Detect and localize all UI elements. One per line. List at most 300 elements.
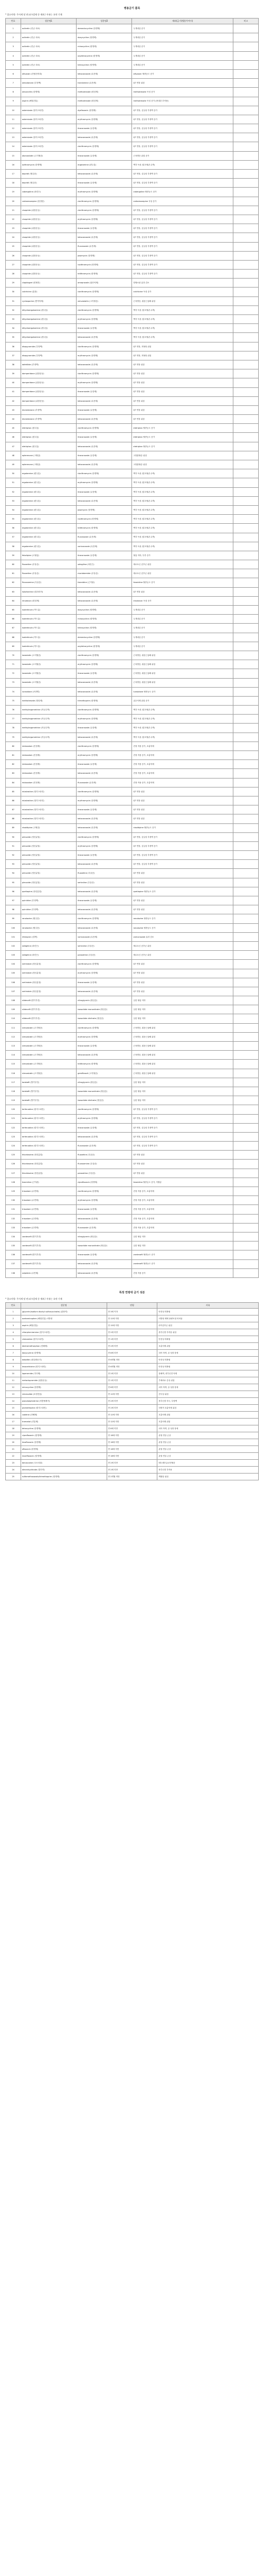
table-cell: lovastatin (고지혈증) (21, 669, 76, 678)
table-cell: QT 연장 위험 (132, 1151, 233, 1160)
table-cell (233, 969, 259, 978)
table-cell: lovastatin (고지혈증) (21, 678, 76, 687)
table-cell: 중추신경 자극, 부정맥 (157, 1397, 259, 1404)
table-cell: dihydroergotamine (편두통) (21, 315, 76, 324)
table-cell: QT 연장 위험 (132, 796, 233, 805)
table-cell: QT 연장, 심실성 부정맥 증가 (132, 124, 233, 133)
table-cell: voriconazole (무좀제) (77, 542, 132, 551)
table-cell: 81 (6, 751, 21, 760)
table-cell: fluoxetine (우울증) (21, 569, 76, 578)
table-row (6, 796, 259, 805)
table-row (6, 1142, 259, 1151)
table-row (6, 469, 259, 478)
table-cell: 맥각 독성 (말초혈관 수축) (132, 724, 233, 733)
table-cell: erythromycin (항생제) (77, 188, 132, 197)
table-cell (233, 1042, 259, 1051)
table-cell: levocetirizine (항히스타민) (21, 1363, 107, 1370)
table-cell (233, 760, 259, 769)
table-cell (233, 987, 259, 996)
table-row (6, 1087, 259, 1096)
table-row (6, 1397, 259, 1404)
table-row (6, 696, 259, 705)
table-cell: 4 (6, 51, 21, 60)
table-cell: 15 (6, 1404, 21, 1411)
table-cell: ranolazine 혈중농도 증가 (132, 914, 233, 923)
table-cell: 51 (6, 478, 21, 487)
table-cell (233, 1268, 259, 1277)
table-cell: irinotecan (항암제) (21, 596, 76, 605)
table-cell: 3 (6, 1322, 21, 1329)
table-cell: cabergoline 혈중농도 증가 (132, 188, 233, 197)
table-cell: 추체외로 증상 위험 (157, 1377, 259, 1384)
table-cell: 77 (6, 715, 21, 724)
table-cell: terfenadine (항히스타민) (21, 1105, 76, 1114)
table-cell: 진정 작용 증가, 호흡억제 (132, 1205, 233, 1214)
table-cell: 58 (6, 542, 21, 551)
table-cell: pimozide (정신분열) (21, 841, 76, 850)
table-cell: ergotamine (편두통) (21, 533, 76, 542)
table-cell: 53 (6, 496, 21, 505)
table-cell: 118 (6, 1087, 21, 1096)
table-row (6, 478, 259, 487)
table-cell (233, 951, 259, 960)
table-cell (233, 769, 259, 778)
table-cell: clarithromycin (항생제) (77, 1105, 132, 1114)
table-cell: ketoconazole (무좀제) (77, 814, 132, 823)
table-cell: itraconazole (무좀제) (77, 1042, 132, 1051)
table-cell: 세로토닌 증후군 위험 (132, 951, 233, 960)
table-row (6, 1169, 259, 1178)
table-cell (233, 1051, 259, 1060)
table-cell (233, 560, 259, 569)
table-row (6, 823, 259, 832)
table-cell: ergotamine (편두통) (21, 496, 76, 505)
table-cell: lovastatin (고지혈증) (21, 651, 76, 660)
table-cell (233, 515, 259, 524)
table-cell: ketoconazole (무좀제) (77, 769, 132, 778)
table-cell: clarithromycin (항생제) (77, 1023, 132, 1032)
table-cell: 74 (6, 687, 21, 696)
table-cell: 89 (6, 823, 21, 832)
table-row (6, 787, 259, 796)
table-cell: eletriptan (편두통) (21, 433, 76, 442)
table-row (6, 242, 259, 251)
table-row (6, 724, 259, 733)
table-cell: 48 (6, 451, 21, 460)
table-cell (233, 24, 259, 33)
table-cell (233, 460, 259, 469)
table-cell (233, 206, 259, 215)
table-cell: 63 (6, 587, 21, 596)
table-cell: 32 (6, 305, 21, 314)
table-cell (233, 978, 259, 987)
table-cell: QT 연장, 심실성 부정맥 증가 (132, 1105, 233, 1114)
header-cell: 성분명1 (21, 18, 76, 24)
table-cell: erythromycin (항생제) (77, 215, 132, 224)
table-cell: 5 (6, 60, 21, 69)
table-cell: QT 연장 위험 (132, 360, 233, 369)
table-cell: thioridazine (정신분열) (21, 1169, 76, 1178)
table-cell: domperidone (위장운동) (21, 387, 76, 396)
table-row (6, 1105, 259, 1114)
table-cell: trimethoprim (항생제) (77, 696, 132, 705)
table-cell: 131 (6, 1205, 21, 1214)
table-cell: bepridil (협심증) (21, 170, 76, 179)
table-cell: QT 연장, 심실성 부정맥 증가 (132, 1132, 233, 1141)
table-cell: astemizole (항히스타민) (21, 133, 76, 142)
table-cell: josamycin (항생제) (77, 505, 132, 514)
table-row (6, 487, 259, 496)
table-row (6, 360, 259, 369)
table-cell: ergotamine (편두통) (77, 160, 132, 169)
table-row (6, 442, 259, 451)
table-cell: clarithromycin (항생제) (77, 651, 132, 660)
table-cell: 134 (6, 1232, 21, 1241)
table-row (6, 542, 259, 551)
table-row (6, 233, 259, 242)
table-cell: 만 12세 미만 (107, 1315, 157, 1322)
table-cell: omeprazole (위산억제) (77, 279, 132, 288)
table-cell: triazolam (수면제) (21, 1223, 76, 1232)
table-cell: 세로토닌 증후군 위험 (132, 941, 233, 950)
table-cell: isosorbide mononitrate (협심증) (77, 1241, 132, 1250)
table-cell: sildenafil (발기부전) (21, 996, 76, 1005)
table-row (6, 978, 259, 987)
table-row (6, 133, 259, 142)
section2-title: 특정 연령대 금기 성분 (119, 1291, 145, 1294)
table-cell: QT 연장 위험 (132, 978, 233, 987)
table-cell: 133 (6, 1223, 21, 1232)
table-cell: paroxetine (우울증) (77, 1169, 132, 1178)
table-cell: 심한 혈압 저하 (132, 1078, 233, 1087)
table-cell: QT 연장 위험 (132, 969, 233, 978)
table-cell: dihydroergotamine (편두통) (21, 333, 76, 342)
table-cell: eplerenone (고혈압) (21, 451, 76, 460)
table-cell: 13 (6, 1391, 21, 1397)
table-cell (233, 33, 259, 42)
table-row (6, 1051, 259, 1060)
table-cell: 진정 작용 증가, 호흡억제 (132, 751, 233, 760)
table-cell: nimesulide (소염진통) (21, 1391, 107, 1397)
table-cell: QT 연장, 심실성 부정맥 증가 (132, 1123, 233, 1132)
table-row (6, 460, 259, 469)
table-cell: 101 (6, 932, 21, 941)
table-cell: clarithromycin (항생제) (77, 424, 132, 433)
table-cell: doxycycline (항생제) (77, 606, 132, 615)
table-cell: itraconazole (무좀제) (77, 1205, 132, 1214)
table-cell: QT 연장, 심실성 부정맥 증가 (132, 270, 233, 279)
table-cell: QT 연장, 심실성 부정맥 증가 (132, 115, 233, 124)
table-row (6, 1391, 259, 1397)
table-cell: dronedarone (부정맥) (21, 415, 76, 424)
table-row (6, 1014, 259, 1023)
table-cell: aspirin (해열진통) (21, 97, 76, 106)
table-cell (233, 1087, 259, 1096)
table-cell: alfuzosin 혈중농도 증가 (132, 69, 233, 78)
table-cell: cisapride (위장운동) (21, 260, 76, 269)
table-cell: 27 (6, 260, 21, 269)
table-cell: 50 (6, 469, 21, 478)
table-row (6, 941, 259, 950)
table-row (6, 33, 259, 42)
table-cell: rifampicin (결핵) (21, 932, 76, 941)
table-cell: QT 연장 위험 (132, 1169, 233, 1178)
table-cell (233, 796, 259, 805)
header-cell: 사유 (157, 1302, 259, 1308)
table-cell (233, 1069, 259, 1078)
table-cell (233, 478, 259, 487)
table-cell (233, 1014, 259, 1023)
table-cell: 79 (6, 733, 21, 742)
table-cell (233, 814, 259, 823)
table-cell: 9 (6, 97, 21, 106)
table-cell: 120 (6, 1105, 21, 1114)
table-cell: methylergometrine (자궁수축) (21, 715, 76, 724)
table-cell: 15 (6, 151, 21, 160)
table-cell: ketoconazole (무좀제) (77, 415, 132, 424)
table-cell: acitretin (진균 치료) (21, 33, 76, 42)
table-cell: midazolam (진정제) (21, 778, 76, 787)
table-cell: 관절 연골 손상 (157, 1445, 259, 1452)
table-row (6, 415, 259, 424)
table-cell: QT 연장, 저혈당 위험 (132, 342, 233, 351)
table-cell: itraconazole (무좀제) (77, 387, 132, 396)
table-cell (233, 324, 259, 333)
table-cell (233, 170, 259, 179)
table-row (6, 106, 259, 115)
table-cell: cisapride (위장운동) (21, 242, 76, 251)
table-cell: 만 18세 미만 (107, 1432, 157, 1439)
table-cell (233, 197, 259, 206)
table-row (6, 378, 259, 387)
table-cell: sertindole (정신분열) (21, 969, 76, 978)
table-cell: 심한 혈압 저하 (132, 1096, 233, 1105)
table-row (6, 1315, 259, 1322)
table-cell: triazolam (수면제) (21, 1196, 76, 1205)
table-row (6, 742, 259, 750)
table-row (6, 578, 259, 587)
table-cell (233, 624, 259, 633)
table-row (6, 1329, 259, 1336)
table-cell (233, 424, 259, 433)
table-row (6, 270, 259, 279)
table-cell: erythromycin (항생제) (77, 841, 132, 850)
table-cell (233, 733, 259, 742)
table-cell: erythromycin (항생제) (77, 1032, 132, 1041)
table-cell: 11 (6, 115, 21, 124)
table-row (6, 115, 259, 124)
table-row (6, 1445, 259, 1452)
table-row (6, 1096, 259, 1105)
table-cell (233, 369, 259, 378)
table-cell: 108 (6, 996, 21, 1005)
table-cell: fluvoxamine (우울증) (21, 578, 76, 587)
table-cell: 두개내압 증가 (132, 33, 233, 42)
section1-title: 병용금기 품목 (124, 7, 140, 10)
table-cell: domperidone (위장운동) (21, 378, 76, 387)
table-cell: isosorbide dinitrate (협심증) (77, 1096, 132, 1105)
table-cell: 110 (6, 1014, 21, 1023)
table-cell: QT 연장, 심실성 부정맥 증가 (132, 251, 233, 260)
table-row (6, 832, 259, 841)
table-cell: 관절 연골 손상 (157, 1439, 259, 1445)
table-cell: loperamide (지사제) (21, 1370, 107, 1377)
table-cell: isotretinoin (여드름) (21, 642, 76, 651)
table-cell: 94 (6, 869, 21, 878)
table-cell (233, 242, 259, 251)
table-row (6, 342, 259, 351)
table-cell (233, 215, 259, 224)
table-cell: isosorbide mononitrate (협심증) (77, 1005, 132, 1014)
table-cell: 근육병증 위험 증가 (132, 151, 233, 160)
table-cell: astemizole (항히스타민) (21, 142, 76, 151)
section1-note: * 참고사항: 주사제 및 연고/크림제 등 제외 / 사유는 요약 기재 (5, 13, 62, 16)
table-cell: dofetilide (부정맥) (21, 360, 76, 369)
table-cell: 12 (6, 1384, 21, 1391)
section-divider (5, 1278, 259, 1289)
table-cell: 137 (6, 1259, 21, 1268)
table-cell: 만 2세 미만 (107, 1459, 157, 1466)
table-cell: 심한 혈압 저하 (132, 1087, 233, 1096)
table-cell: midazolam (진정제) (21, 760, 76, 769)
table-cell: domperidone (위장운동) (21, 396, 76, 405)
table-cell: 28 (6, 270, 21, 279)
table-cell: 만 2세 미만 (107, 1397, 157, 1404)
table-row (6, 905, 259, 914)
table-cell: 115 (6, 1060, 21, 1069)
table-cell: ketoconazole (무좀제) (77, 69, 132, 78)
table-cell: cisapride (위장운동) (21, 251, 76, 260)
table-cell (233, 405, 259, 414)
table-cell: thioridazine (정신분열) (21, 1160, 76, 1169)
table-cell: bepridil (협심증) (21, 179, 76, 188)
table-cell: ketotifen (항알레르기) (21, 1356, 107, 1363)
table-cell: 111 (6, 1023, 21, 1032)
table-cell (233, 270, 259, 279)
table-cell: astemizole (항히스타민) (21, 115, 76, 124)
table-cell: eletriptan 혈중농도 증가 (132, 424, 233, 433)
table-cell: acitretin (진균 치료) (21, 60, 76, 69)
table-cell: 42 (6, 396, 21, 405)
table-cell (233, 305, 259, 314)
table-cell: 호흡억제 위험 (157, 1411, 259, 1418)
table-row (6, 1223, 259, 1232)
table-row (6, 1342, 259, 1349)
table-cell (233, 932, 259, 941)
table-cell (233, 496, 259, 505)
table-cell: mizolastine (항히스타민) (21, 796, 76, 805)
table-row (6, 387, 259, 396)
table-cell: zolpidem (수면제) (21, 1268, 76, 1277)
table-cell: 맥각 독성 (말초혈관 수축) (132, 542, 233, 551)
table-cell: ketoconazole (무좀제) (77, 1268, 132, 1277)
table-cell: irinotecan 독성 증가 (132, 596, 233, 605)
table-cell: clarithromycin (항생제) (77, 787, 132, 796)
table-cell: 136 (6, 1250, 21, 1259)
table-cell: 45 (6, 424, 21, 433)
table-cell: 만 8세 미만 (107, 1349, 157, 1356)
table-cell (233, 1223, 259, 1232)
table-cell: 맥각 독성 (말초혈관 수축) (132, 706, 233, 715)
table-cell: 66 (6, 615, 21, 624)
table-cell: clarithromycin (항생제) (77, 206, 132, 215)
table-cell (233, 996, 259, 1005)
table-cell: 135 (6, 1241, 21, 1250)
table-cell: triazolam (수면제) (21, 1187, 76, 1196)
table-cell: eplerenone (고혈압) (21, 460, 76, 469)
table-cell: selegiline (파킨슨) (77, 560, 132, 569)
table-row (6, 1432, 259, 1439)
table-cell: itraconazole (무좀제) (77, 433, 132, 442)
table-cell: isosorbide mononitrate (협심증) (77, 1087, 132, 1096)
table-cell: 두개내압 증가 (132, 24, 233, 33)
table-cell: 117 (6, 1078, 21, 1087)
table-cell: ergotamine (편두통) (21, 478, 76, 487)
table-cell: itraconazole (무좀제) (77, 224, 132, 233)
table-cell (233, 106, 259, 115)
table-cell: QT 연장, 심실성 부정맥 증가 (132, 1114, 233, 1123)
table-cell: 16 (6, 160, 21, 169)
table-cell: 60 (6, 560, 21, 569)
table-cell: ergotamine (편두통) (21, 524, 76, 533)
table-cell: 만 12세 미만 (107, 1391, 157, 1397)
table-cell: pimozide (정신분열) (21, 832, 76, 841)
table-cell (233, 606, 259, 615)
table-cell: 고칼륨혈증 위험 (132, 460, 233, 469)
table-cell: ketoconazole (무좀제) (77, 860, 132, 869)
table-cell: quetiapine (정신분열) (21, 887, 76, 896)
table-cell (233, 233, 259, 242)
table-cell: ketoconazole (무좀제) (77, 1214, 132, 1223)
table-cell: 26 (6, 251, 21, 260)
table-cell: 123 (6, 1132, 21, 1141)
table-cell: disopyramide (부정맥) (21, 351, 76, 360)
table-cell: fluconazole (무좀제) (77, 1142, 132, 1151)
table-cell (233, 742, 259, 750)
table-cell: 69 (6, 642, 21, 651)
table-row (6, 651, 259, 660)
table-cell: levofloxacin (항생제) (21, 1439, 107, 1445)
table-cell: 85 (6, 787, 21, 796)
age-table-body (6, 1308, 259, 1480)
table-row (6, 1123, 259, 1132)
table-cell: 만 2세 미만 (107, 1342, 157, 1349)
table-cell: QT 연장 위험 (132, 405, 233, 414)
table-row (6, 1023, 259, 1032)
table-cell: benzocaine (국소마취) (21, 1459, 107, 1466)
table-row (6, 624, 259, 633)
table-cell: ketoconazole (무좀제) (77, 596, 132, 605)
table-cell: 12 (6, 124, 21, 133)
table-cell (233, 1151, 259, 1160)
table-row (6, 1196, 259, 1205)
table-row (6, 1322, 259, 1329)
table-cell: sertindole (정신분열) (21, 960, 76, 969)
table-row (6, 424, 259, 433)
table-row (6, 878, 259, 887)
table-cell: pseudoephedrine (비충혈제거) (21, 1397, 107, 1404)
table-cell: 55 (6, 515, 21, 524)
table-cell (233, 878, 259, 887)
table-cell: 장폐색, 중추신경 억제 (157, 1370, 259, 1377)
table-cell: simvastatin (고지혈증) (21, 1042, 76, 1051)
table-cell: 24 (6, 233, 21, 242)
table-cell (233, 396, 259, 405)
table-row (6, 814, 259, 823)
table-cell: ketoconazole (무좀제) (77, 496, 132, 505)
table-cell: 39 (6, 369, 21, 378)
table-row (6, 887, 259, 896)
